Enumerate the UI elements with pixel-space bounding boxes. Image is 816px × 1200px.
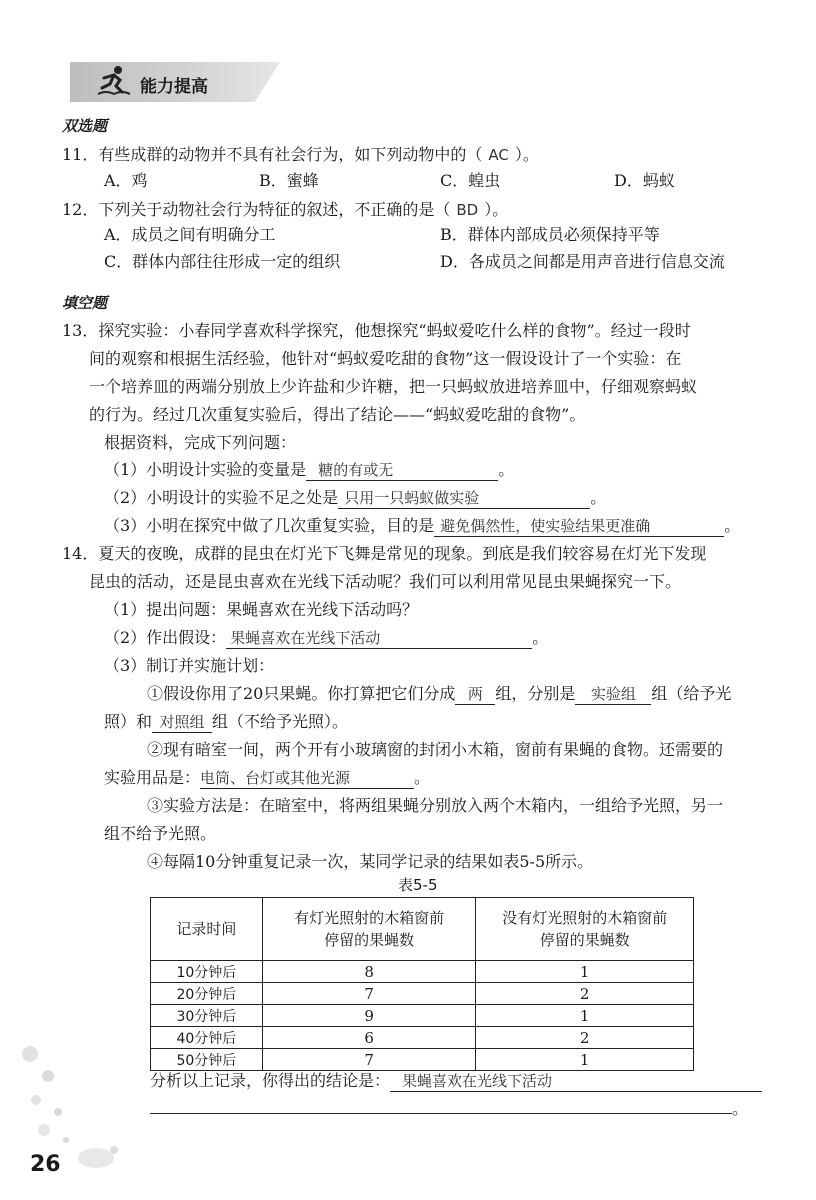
table-cell-light: 8 xyxy=(262,961,476,983)
q14-step1-text-a: ①假设你用了20只果蝇。你打算把它们分成 xyxy=(147,684,456,703)
conclusion-line2 xyxy=(150,1096,748,1119)
q11-tail: ）。 xyxy=(514,145,539,164)
q13-part2-label: （2）小明设计的实验不足之处是 xyxy=(104,488,339,507)
q12-answer: BD xyxy=(456,201,479,219)
q13-part1-answer: 糖的有或无 xyxy=(318,461,394,479)
table-cell-time: 20分钟后 xyxy=(151,983,263,1005)
q12-stem xyxy=(62,197,508,220)
table-row xyxy=(151,1005,694,1027)
table-row xyxy=(151,961,694,983)
q12-option-b: B．群体内部成员必须保持平等 xyxy=(440,225,660,244)
table-row xyxy=(151,983,694,1005)
table-cell-light: 9 xyxy=(262,1005,476,1027)
q14-step3-line1: ③实验方法是：在暗室中，将两组果蝇分别放入两个木箱内，一组给予光照，另一 xyxy=(147,796,724,815)
table-cell-dark: 1 xyxy=(476,1049,694,1071)
page-number: 26 xyxy=(30,1152,61,1177)
q13-part3-answer: 避免偶然性，使实验结果更准确 xyxy=(440,517,651,535)
q14-step2-answer: 电筒、台灯或其他光源 xyxy=(200,769,351,787)
q14-step1-text-b: 组，分别是 xyxy=(495,684,576,703)
q13-line-5: 根据资料，完成下列问题： xyxy=(104,433,297,452)
q14-step2-label: 实验用品是： xyxy=(104,768,201,787)
q13-part1-blank xyxy=(306,459,498,481)
q14-step1-answer2: 实验组 xyxy=(590,685,636,703)
q14-step1-blank3 xyxy=(152,711,212,733)
q14-step2-blank xyxy=(200,767,414,789)
q14-step2-end: 。 xyxy=(414,768,431,787)
q14-step2-line2 xyxy=(104,765,430,789)
conclusion-label: 分析以上记录，你得出的结论是： xyxy=(150,1071,391,1090)
q12-option-d: D．各成员之间都是用声音进行信息交流 xyxy=(440,252,725,271)
table-row xyxy=(151,1027,694,1049)
q13-line-4: 的行为。经过几次重复实验后，得出了结论——“蚂蚁爱吃甜的食物”。 xyxy=(89,405,586,424)
q14-step1-line2 xyxy=(104,709,348,733)
q11-option-c: C．蝗虫 xyxy=(440,171,501,190)
q13-line-2: 间的观察和根据生活经验，他针对“蚂蚁爱吃甜的食物”这一假设设计了一个实验：在 xyxy=(89,349,682,368)
conclusion-answer: 果蝇喜欢在光线下活动 xyxy=(402,1072,553,1090)
q13-part3-label: （3）小明在探究中做了几次重复实验，目的是 xyxy=(104,516,435,535)
q12-stem-text: 12．下列关于动物社会行为特征的叙述，不正确的是（ xyxy=(62,200,451,219)
q13-line-3: 一个培养皿的两端分别放上少许盐和少许糖，把一只蚂蚁放进培养皿中，仔细观察蚂蚁 xyxy=(89,377,698,396)
q12-option-a: A．成员之间有明确分工 xyxy=(104,225,276,244)
section-fill-heading: 填空题 xyxy=(62,294,108,312)
q12-option-c: C．群体内部往往形成一定的组织 xyxy=(104,252,341,271)
q14-line-1: 14．夏天的夜晚，成群的昆虫在灯光下飞舞是常见的现象。到底是我们较容易在灯光下发现 xyxy=(62,544,707,563)
q13-part2-blank xyxy=(338,487,590,509)
q14-part1: （1）提出问题：果蝇喜欢在光线下活动吗？ xyxy=(104,600,419,619)
table-header-light: 有灯光照射的木箱窗前 停留的果蝇数 xyxy=(262,898,476,961)
q13-part2-answer: 只用一只蚂蚁做实验 xyxy=(344,489,480,507)
table-header-dark: 没有灯光照射的木箱窗前 停留的果蝇数 xyxy=(476,898,694,961)
q11-option-d: D．蚂蚁 xyxy=(614,171,675,190)
table-cell-time: 10分钟后 xyxy=(151,961,263,983)
q13-part1-end: 。 xyxy=(498,460,515,479)
q14-part2-blank xyxy=(226,627,532,649)
conclusion-blank1 xyxy=(390,1070,762,1092)
q14-step1-blank1 xyxy=(455,683,495,705)
q13-part3-end: 。 xyxy=(724,516,741,535)
q14-step1-blank2 xyxy=(575,683,651,705)
q14-part2-end: 。 xyxy=(532,628,549,647)
q14-step1-answer1: 两 xyxy=(467,685,483,703)
q14-step1-text-c: 组（给予光 xyxy=(651,684,732,703)
q12-tail: ）。 xyxy=(484,200,509,219)
conclusion-line1 xyxy=(150,1068,762,1092)
q11-stem xyxy=(62,142,539,165)
q11-option-b: B．蜜蜂 xyxy=(259,171,319,190)
q14-step1-line1 xyxy=(147,681,731,705)
table-cell-time: 40分钟后 xyxy=(151,1027,263,1049)
table-cell-time: 30分钟后 xyxy=(151,1005,263,1027)
conclusion-blank2 xyxy=(150,1097,732,1114)
conclusion-end: 。 xyxy=(732,1099,749,1118)
q14-part3: （3）制订并实施计划： xyxy=(104,656,275,675)
q14-part2-label: （2）作出假设： xyxy=(104,628,227,647)
q14-step1-text-d: 照）和 xyxy=(104,712,153,731)
q14-step1-answer3: 对照组 xyxy=(159,713,205,731)
table-caption: 表5-5 xyxy=(398,876,438,894)
table-cell-light: 7 xyxy=(262,1049,476,1071)
q13-part3-blank xyxy=(434,515,724,537)
q11-answer: AC xyxy=(488,146,509,164)
table-header-row xyxy=(151,898,694,961)
q13-part1 xyxy=(104,457,514,481)
table-cell-time: 50分钟后 xyxy=(151,1049,263,1071)
table-cell-dark: 1 xyxy=(476,961,694,983)
table-header-time: 记录时间 xyxy=(151,898,263,961)
q11-stem-text: 11．有些成群的动物并不具有社会行为，如下列动物中的（ xyxy=(62,145,483,164)
q13-part2-end: 。 xyxy=(590,488,607,507)
table-cell-dark: 1 xyxy=(476,1005,694,1027)
table-cell-light: 7 xyxy=(262,983,476,1005)
q13-part2 xyxy=(104,485,606,509)
table-cell-light: 6 xyxy=(262,1027,476,1049)
runner-book-icon xyxy=(96,64,132,98)
q14-part2-answer: 果蝇喜欢在光线下活动 xyxy=(230,629,381,647)
q14-step1-text-e: 组（不给予光照）。 xyxy=(212,712,349,731)
q14-line-2: 昆虫的活动，还是昆虫喜欢在光线下活动呢？我们可以利用常见昆虫果蝇探究一下。 xyxy=(89,572,682,591)
q13-part3 xyxy=(104,513,740,537)
table-cell-dark: 2 xyxy=(476,1027,694,1049)
q11-option-a: A．鸡 xyxy=(104,171,148,190)
q14-part2 xyxy=(104,625,548,649)
record-table xyxy=(150,897,694,1071)
header-title: 能力提高 xyxy=(140,77,208,97)
section-choice-heading: 双选题 xyxy=(62,117,108,135)
q13-line-1: 13．探究实验：小春同学喜欢科学探究，他想探究“蚂蚁爱吃什么样的食物”。经过一段时 xyxy=(62,321,691,340)
q14-step2-line1: ②现有暗室一间，两个开有小玻璃窗的封闭小木箱，窗前有果蝇的食物。还需要的 xyxy=(147,740,724,759)
q14-step4: ④每隔10分钟重复记录一次，某同学记录的结果如表5-5所示。 xyxy=(147,852,594,871)
q14-step3-line2: 组不给予光照。 xyxy=(104,824,217,843)
q13-part1-label: （1）小明设计实验的变量是 xyxy=(104,460,307,479)
table-cell-dark: 2 xyxy=(476,983,694,1005)
